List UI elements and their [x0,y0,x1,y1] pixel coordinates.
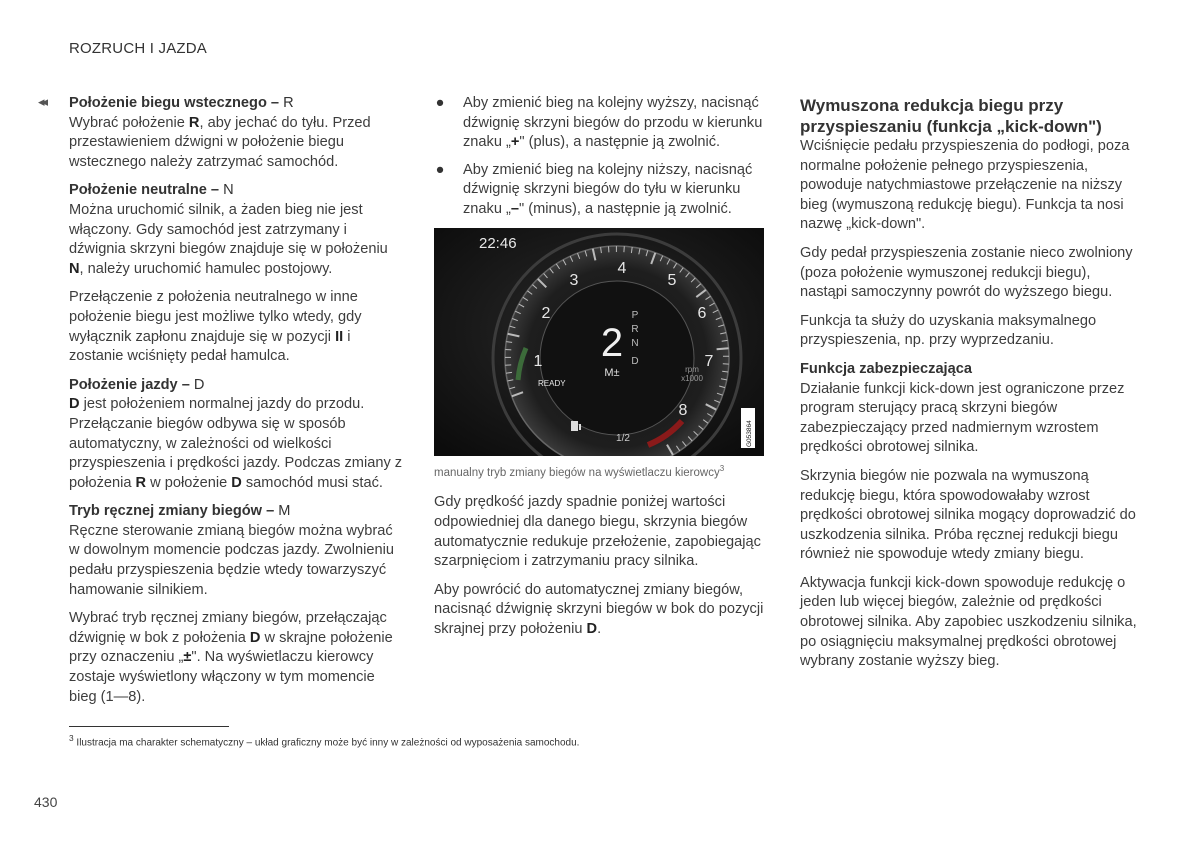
dial-number: 5 [667,271,677,289]
gear-change-list [434,94,769,220]
paragraph-drive: D jest położeniem normalnej jazdy do przodu. Przełączanie biegów odbywa się w sposób automatyczny, w zależności od wielkości przyspieszenia i prędkości jazdy. Podczas zmiany z położenia R w położenie D samochód musi stać. [69,396,403,491]
heading-protection: Funkcja zabezpieczająca [800,360,972,377]
paragraph-auto-downshift: Gdy prędkość jazdy spadnie poniżej wartości odpowiedniej dla danego biegu, skrzynia biegów automatycznie redukuje przełożenie, zapobiegając szarpnięciom i zatrzymaniu pracy silnika. [434,494,761,570]
previous-page-icon[interactable]: ◂◂ [38,94,46,109]
dial-number: 2 [541,304,551,322]
paragraph-protection-1: Działanie funkcji kick-down jest ograniczone przez program sterujący pracą skrzyni biegów zabezpieczający przed nadmiernym wzrostem prędkości obrotowej silnika. [800,380,1125,456]
gear-d: D [631,355,639,367]
gear-mode: M± [604,366,620,379]
dial-tick [722,371,728,372]
rpm-label: rpm [685,364,699,374]
gear-n: N [631,337,639,349]
paragraph-protection-2: Skrzynia biegów nie pozwala na wymuszoną redukcję biegu, która spowodowałaby wzrost prędkości obrotowej silnika mogący doprowadzić do uszkodzenia silnika. Próba ręcznej redukcji biegu również nie spowoduje wtedy zmiany biegu. [800,467,1136,563]
current-gear: 2 [600,320,624,365]
rpm-unit: x1000 [681,373,703,383]
page-header: ROZRUCH I JAZDA [69,40,207,57]
heading-kick-down: Wymuszona redukcja biegu przy przyspieszaniu (funkcja „kick-down") [800,96,1102,136]
paragraph-kick-down-1: Wciśnięcie pedału przyspieszenia do podłogi, poza normalne położenie pełnego przyspieszenia, powoduje natychmiastowe przełączenie na niższy bieg (wymuszoną redukcję biegu). Funkcja ta nosi nazwę „kick-down". [800,138,1130,233]
paragraph-manual-1: Ręczne sterowanie zmianą biegów można wybrać w dowolnym momencie podczas jazdy. Zwolnieniu pedału przyspieszenia będzie wtedy towarzyszyć hamowanie silnikiem. [69,522,394,598]
column-right [800,94,1140,681]
list-item: ● Aby zmienić bieg na kolejny niższy, nacisnąć dźwignię skrzyni biegów do tyłu w kierunku znaku „–" (minus), a następnie ją zwolnić. [435,161,753,217]
ready-indicator: READY [538,378,566,388]
paragraph-manual-2: Wybrać tryb ręcznej zmiany biegów, przełączając dźwignię w bok z położenia D w skrajne położenie przy oznaczeniu „±". Na wyświetlaczu kierowcy zostaje wyświetlony włączony w tym momencie bieg (1—8). [69,610,393,705]
column-middle [434,94,769,649]
paragraph-reverse: Wybrać położenie R, aby jechać do tyłu. Przed przestawieniem dźwigni w położenie biegu wstecznego należy zatrzymać samochód. [69,114,371,170]
bullet-icon: ● [435,95,445,111]
dial-number: 8 [678,401,688,419]
dial-number: 3 [569,271,579,289]
gear-r: R [631,323,639,335]
image-code: G053864 [746,419,753,447]
paragraph-neutral-1: Można uruchomić silnik, a żaden bieg nie jest włączony. Gdy samochód jest zatrzymany i dźwignia skrzyni biegów znajduje się w położeniu N, należy uruchomić hamulec postojowy. [69,201,388,277]
heading-manual: Tryb ręcznej zmiany biegów – M [69,503,291,520]
footnote-divider [69,726,229,727]
dial-tick [717,348,729,349]
dial-number: 4 [617,259,627,277]
heading-neutral: Położenie neutralne – N [69,182,234,199]
heading-drive: Położenie jazdy – D [69,376,205,393]
list-item: ● Aby zmienić bieg na kolejny wyższy, nacisnąć dźwignię skrzyni biegów do przodu w kierunku znaku „+" (plus), a następnie ją zwolnić. [435,95,763,151]
dial-number: 7 [704,352,714,370]
paragraph-neutral-2: Przełączenie z położenia neutralnego w inne położenie biegu jest możliwe tylko wtedy, gdy wyłącznik zapłonu znajduje się w pozycji II i zostanie wciśnięty pedał hamulca. [69,289,362,365]
paragraph-kick-down-3: Funkcja ta służy do uzyskania maksymalnego przyspieszenia, np. przy wyprzedzaniu. [800,312,1097,349]
page-number: 430 [34,794,58,810]
fuel-half-mark: 1/2 [616,432,630,444]
paragraph-protection-3: Aktywacja funkcji kick-down spowoduje redukcję o jeden lub więcej biegów, zależnie od prędkości obrotowej silnika. Aby zapobiec uszkodzeniu silnika, po osiągnięciu maksymalnej prędkości obrotowej wybrany zostanie wyższy bieg. [800,574,1137,670]
dial-number: 1 [533,352,543,370]
bullet-icon: ● [435,161,445,178]
heading-reverse: Położenie biegu wstecznego – R [69,95,294,111]
column-left [69,94,404,716]
footnote: $^3$ Ilustracja ma charakter schematyczny – układ graficzny może być inny w zależności od wyposażenia samochodu. [69,733,580,749]
driver-display-illustration [434,228,764,456]
gear-p: P [631,309,639,321]
figure-caption: manualny tryb zmiany biegów na wyświetlaczu kierowcy$^3$ [434,463,725,479]
dial-number: 6 [697,304,707,322]
paragraph-return-auto: Aby powrócić do automatycznej zmiany biegów, nacisnąć dźwignię skrzyni biegów w bok do pozycji skrajnej przy położeniu D. [434,581,764,637]
clock-readout: 22:46 [479,234,517,252]
instrument-cluster-svg [434,228,764,456]
paragraph-kick-down-2: Gdy pedał przyspieszenia zostanie nieco zwolniony (poza położenie wymuszonej redukcji biegu), nastąpi samoczynny powrót do wyższego biegu. [800,244,1133,301]
